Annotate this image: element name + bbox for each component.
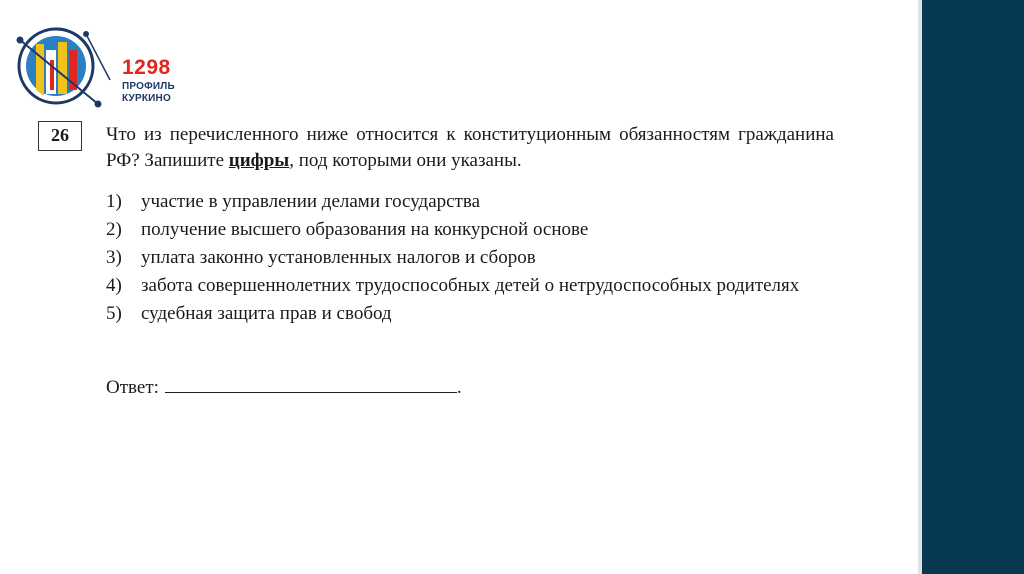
option-4: [106, 274, 834, 298]
answer-blank-field[interactable]: [165, 374, 457, 393]
task-number-box: 26: [38, 121, 82, 151]
question-text: [106, 122, 834, 174]
logo-emblem-icon: [14, 20, 114, 112]
option-text: забота совершеннолетних трудоспособных детей о нетрудоспособных родителях: [141, 275, 800, 296]
option-text: судебная защита прав и свобод: [141, 303, 392, 324]
logo-text-line1: ПРОФИЛЬ: [122, 81, 175, 92]
question-before: Что из перечисленного ниже относится к конституционным обязанностям гражданина РФ? Запишите: [106, 124, 834, 171]
logo-number: 1298: [122, 56, 171, 79]
option-number: 5): [106, 303, 122, 324]
answer-line: [106, 374, 462, 401]
option-2: [106, 218, 834, 242]
answer-suffix: .: [456, 377, 462, 398]
option-text: уплата законно установленных налогов и сборов: [141, 247, 536, 268]
answer-label: Ответ:: [106, 377, 159, 398]
option-5: [106, 302, 834, 326]
logo-text-line2: КУРКИНО: [122, 93, 171, 104]
option-number: 3): [106, 247, 122, 268]
option-text: участие в управлении делами государства: [141, 191, 481, 212]
question-keyword: цифры: [228, 150, 290, 171]
option-number: 2): [106, 219, 122, 240]
side-panel: [922, 0, 1024, 574]
option-text: получение высшего образования на конкурсной основе: [141, 219, 589, 240]
option-number: 1): [106, 191, 122, 212]
option-1: [106, 190, 834, 214]
answer-options-list: [106, 190, 834, 330]
school-logo: [14, 20, 184, 112]
option-3: [106, 246, 834, 270]
option-number: 4): [106, 275, 122, 296]
question-after: , под которыми они указаны.: [289, 150, 522, 171]
